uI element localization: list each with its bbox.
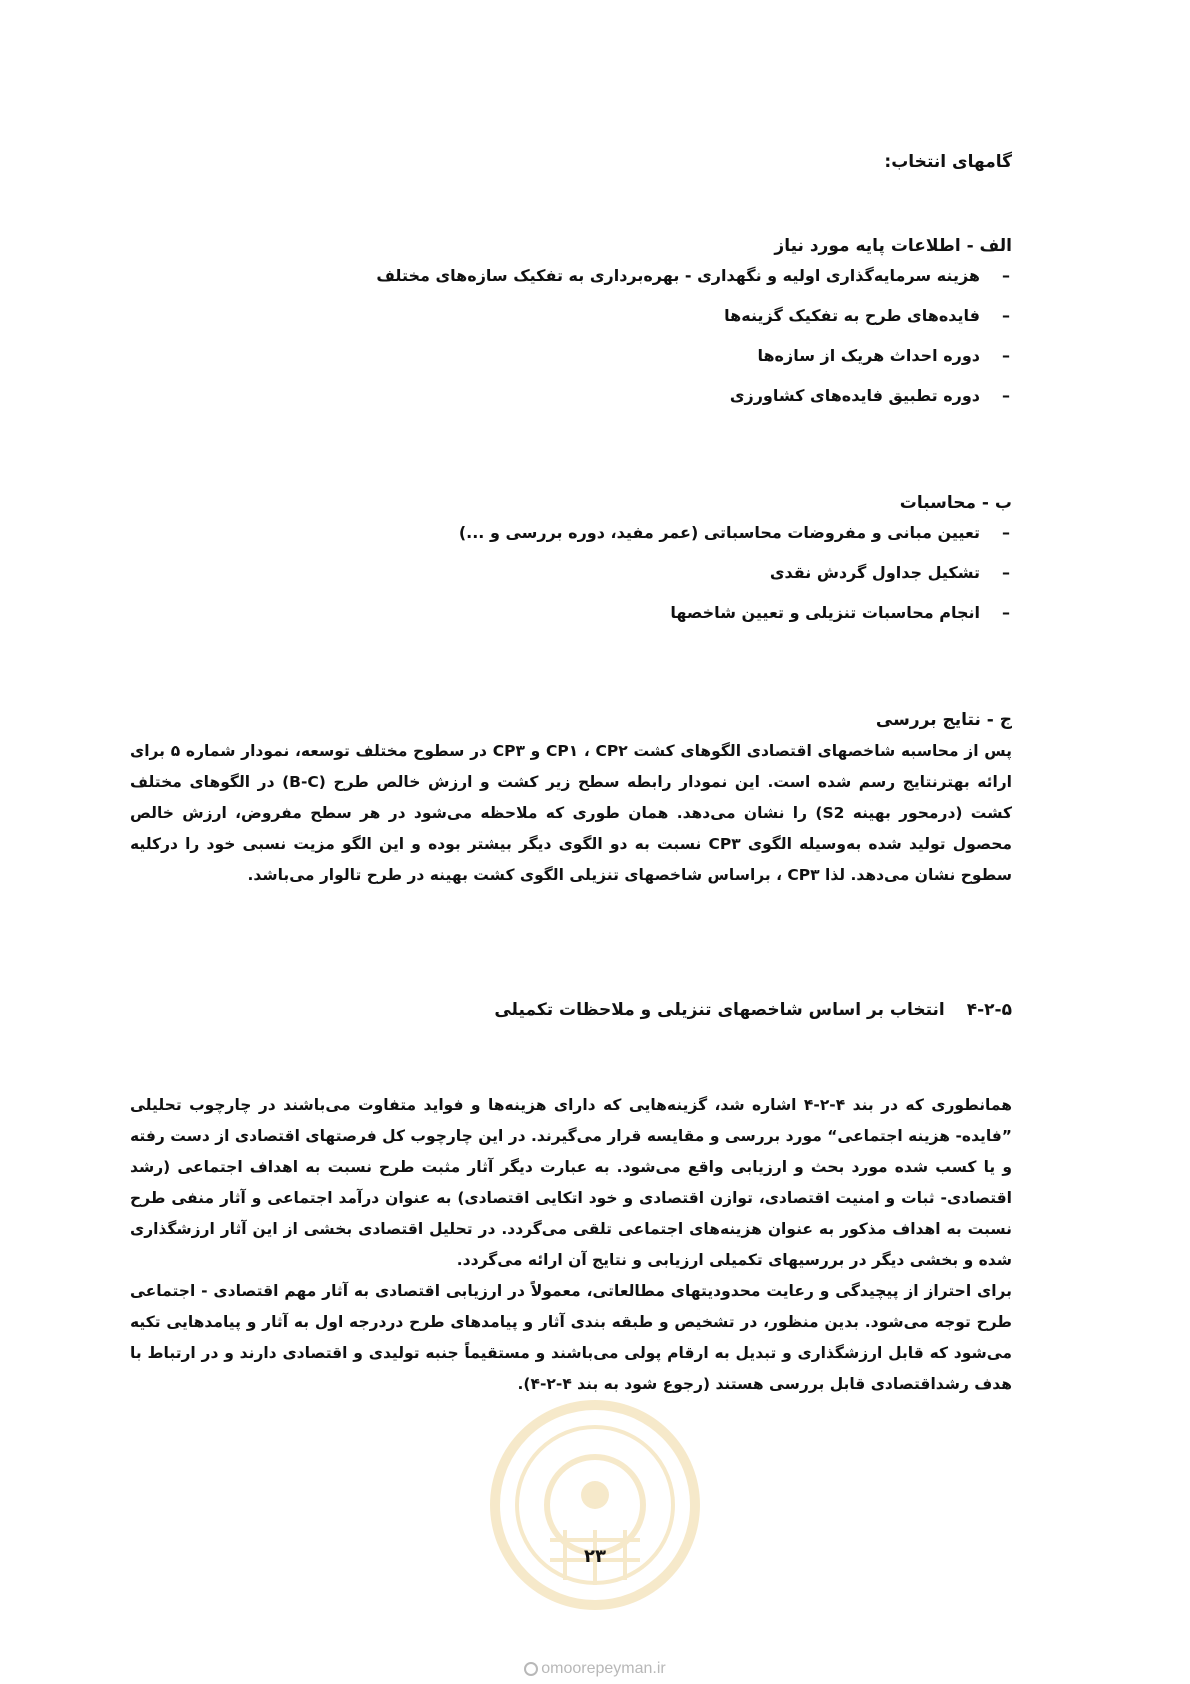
dash-bullet: – bbox=[1002, 266, 1010, 285]
list-item bbox=[130, 306, 1012, 326]
body-paragraph-2: برای احتراز از پیچیدگی و رعایت محدودیتهای مطالعاتی، معمولاً در ارزیابی اقتصادی به آثار مهم اقتصادی - اجتماعی طرح توجه می‌شود. بدین منظور، در تشخیص و طبقه بندی آثار و پیامدهای طرح دردرجه اول به آثار و پیامدهایی تکیه می‌شود که قابل ارزشگذاری و تبدیل به ارقام پولی می‌باشند و مستقیماً جنبه تولیدی و اقتصادی دارند و در ارتباط با هدف رشداقتصادی قابل بررسی هستند (رجوع شود به بند ۴-۲-۴). bbox=[130, 1282, 1012, 1393]
list-item-text: دوره احداث هریک از سازه‌ها bbox=[757, 346, 980, 365]
section-a bbox=[130, 236, 1012, 426]
seal-watermark-icon bbox=[490, 1390, 700, 1620]
list-item-text: فایده‌های طرح به تفکیک گزینه‌ها bbox=[724, 306, 980, 325]
section-b-title: ب - محاسبات bbox=[899, 493, 1012, 513]
dash-bullet: – bbox=[1002, 346, 1010, 365]
body-paragraph-1: همانطوری که در بند ۴-۲-۴ اشاره شد، گزینه‌هایی که دارای هزینه‌ها و فواید متفاوت می‌باشند در چارچوب تحلیلی ”فایده- هزینه اجتماعی“ مورد بررسی و مقایسه قرار می‌گیرند. در این چارچوب کل فرصتهای اقتصادی از دست رفته و یا کسب شده مورد بحث و ارزیابی واقع می‌شود. به عبارت دیگر آثار مثبت طرح نسبت به اهداف اجتماعی (رشد اقتصادی- ثبات و امنیت اقتصادی، توازن اقتصادی و خود اتکایی اقتصادی) به عنوان درآمد اجتماعی و آثار منفی طرح نسبت به اهداف مذکور به عنوان هزینه‌های اجتماعی تلقی می‌گردد. در تحلیل اقتصادی بخشی از این آثار ارزشگذاری شده و بخشی دیگر در بررسیهای تکمیلی ارزیابی و نتایج آن ارائه می‌گردد. bbox=[130, 1096, 1012, 1269]
footer-url-text: omoorepeyman.ir bbox=[541, 1660, 666, 1677]
list-item-text: انجام محاسبات تنزیلی و تعیین شاخصها bbox=[670, 603, 980, 622]
subsection-number: ۴-۲-۵ bbox=[966, 1000, 1012, 1020]
body-text bbox=[130, 1090, 1012, 1400]
list-item bbox=[130, 563, 1012, 583]
dash-bullet: – bbox=[1002, 306, 1010, 325]
section-a-list bbox=[130, 266, 1012, 406]
list-item bbox=[130, 386, 1012, 406]
steps-heading: گامهای انتخاب: bbox=[884, 152, 1012, 172]
section-b-list bbox=[130, 523, 1012, 623]
section-a-title: الف - اطلاعات پایه مورد نیاز bbox=[774, 236, 1012, 256]
section-b bbox=[130, 493, 1012, 643]
footer-watermark-url bbox=[0, 1660, 1190, 1678]
site-logo-icon bbox=[524, 1662, 538, 1676]
section-c bbox=[130, 710, 1012, 891]
section-c-title: ج - نتایج بررسی bbox=[875, 710, 1012, 730]
subsection-heading bbox=[130, 1000, 1012, 1020]
list-item bbox=[130, 266, 1012, 286]
page-number: ۲۳ bbox=[584, 1546, 606, 1567]
list-item bbox=[130, 523, 1012, 543]
subsection-title: انتخاب بر اساس شاخصهای تنزیلی و ملاحظات تکمیلی bbox=[494, 1000, 945, 1020]
dash-bullet: – bbox=[1002, 523, 1010, 542]
results-paragraph: پس از محاسبه شاخصهای اقتصادی الگوهای کشت CP۱ ، CP۲ و CP۳ در سطوح مختلف توسعه، نمودار شماره ۵ برای ارائه بهترنتایج رسم شده است. این نمودار رابطه سطح زیر کشت و ارزش خالص طرح (B-C) در الگوهای مختلف کشت (درمحور بهینه S2) را نشان می‌دهد. همان طوری که ملاحظه می‌شود در هر سطح مفروض، ارزش خالص محصول تولید شده به‌وسیله الگوی CP۳ نسبت به دو الگوی دیگر بیشتر بوده و این الگو مزیت نسبی خود را درکلیه سطوح نشان می‌دهد. لذا CP۳ ، براساس شاخصهای تنزیلی الگوی کشت بهینه در طرح تالوار می‌باشد. bbox=[130, 742, 1012, 884]
list-item-text: دوره تطبیق فایده‌های کشاورزی bbox=[729, 386, 980, 405]
list-item-text: تشکیل جداول گردش نقدی bbox=[769, 563, 980, 582]
list-item bbox=[130, 603, 1012, 623]
list-item bbox=[130, 346, 1012, 366]
list-item-text: هزینه سرمایه‌گذاری اولیه و نگهداری - بهره‌برداری به تفکیک سازه‌های مختلف bbox=[376, 266, 980, 285]
dash-bullet: – bbox=[1002, 603, 1010, 622]
list-item-text: تعیین مبانی و مفروضات محاسباتی (عمر مفید، دوره بررسی و ...) bbox=[458, 523, 980, 542]
dash-bullet: – bbox=[1002, 563, 1010, 582]
dash-bullet: – bbox=[1002, 386, 1010, 405]
